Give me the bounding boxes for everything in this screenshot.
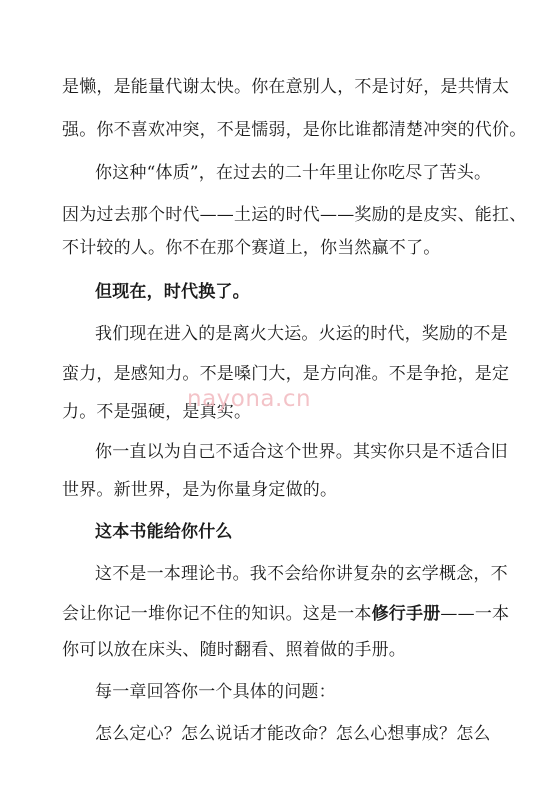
paragraph-line-4: 因为过去那个时代——土运的时代——奖励的是皮实、能扛、 xyxy=(62,205,527,225)
paragraph-line-15: 你可以放在床头、随时翻看、照着做的手册。 xyxy=(62,640,406,660)
paragraph-line-8: 蛮力，是感知力。不是嗓门大，是方向准。不是争抢，是定 xyxy=(62,364,510,384)
paragraph-line-14 xyxy=(62,603,510,625)
line-14-text: 会让你记一堆你记不住的知识。这是一本 xyxy=(62,604,372,624)
section-heading: 这本书能给你什么 xyxy=(95,522,233,542)
paragraph-line-11: 世界。新世界，是为你量身定做的。 xyxy=(62,480,338,500)
paragraph-line-10: 你一直以为自己不适合这个世界。其实你只是不适合旧 xyxy=(95,442,508,462)
paragraph-line-17: 怎么定心？怎么说话才能改命？怎么心想事成？怎么 xyxy=(95,724,491,744)
paragraph-line-9: 力。不是强硬，是真实。 xyxy=(62,402,252,422)
paragraph-line-16: 每一章回答你一个具体的问题： xyxy=(95,682,336,702)
paragraph-line-5: 不计较的人。你不在那个赛道上，你当然赢不了。 xyxy=(62,238,441,258)
paragraph-line-13: 这不是一本理论书。我不会给你讲复杂的玄学概念，不 xyxy=(95,564,508,584)
paragraph-line-2: 强。你不喜欢冲突，不是懦弱，是你比谁都清楚冲突的代价。 xyxy=(62,120,527,140)
paragraph-line-7: 我们现在进入的是离火大运。火运的时代，奖励的不是 xyxy=(95,324,508,344)
watermark-text: nayona.cn xyxy=(187,386,312,412)
paragraph-line-1: 是懒，是能量代谢太快。你在意别人，不是讨好，是共情太 xyxy=(62,77,510,97)
emphasis-line: 但现在，时代换了。 xyxy=(95,282,250,302)
line-14-tail: ——一本 xyxy=(440,604,510,624)
emphasis-text: 修行手册 xyxy=(371,604,441,624)
paragraph-line-3: 你这种“体质”，在过去的二十年里让你吃尽了苦头。 xyxy=(95,163,492,183)
